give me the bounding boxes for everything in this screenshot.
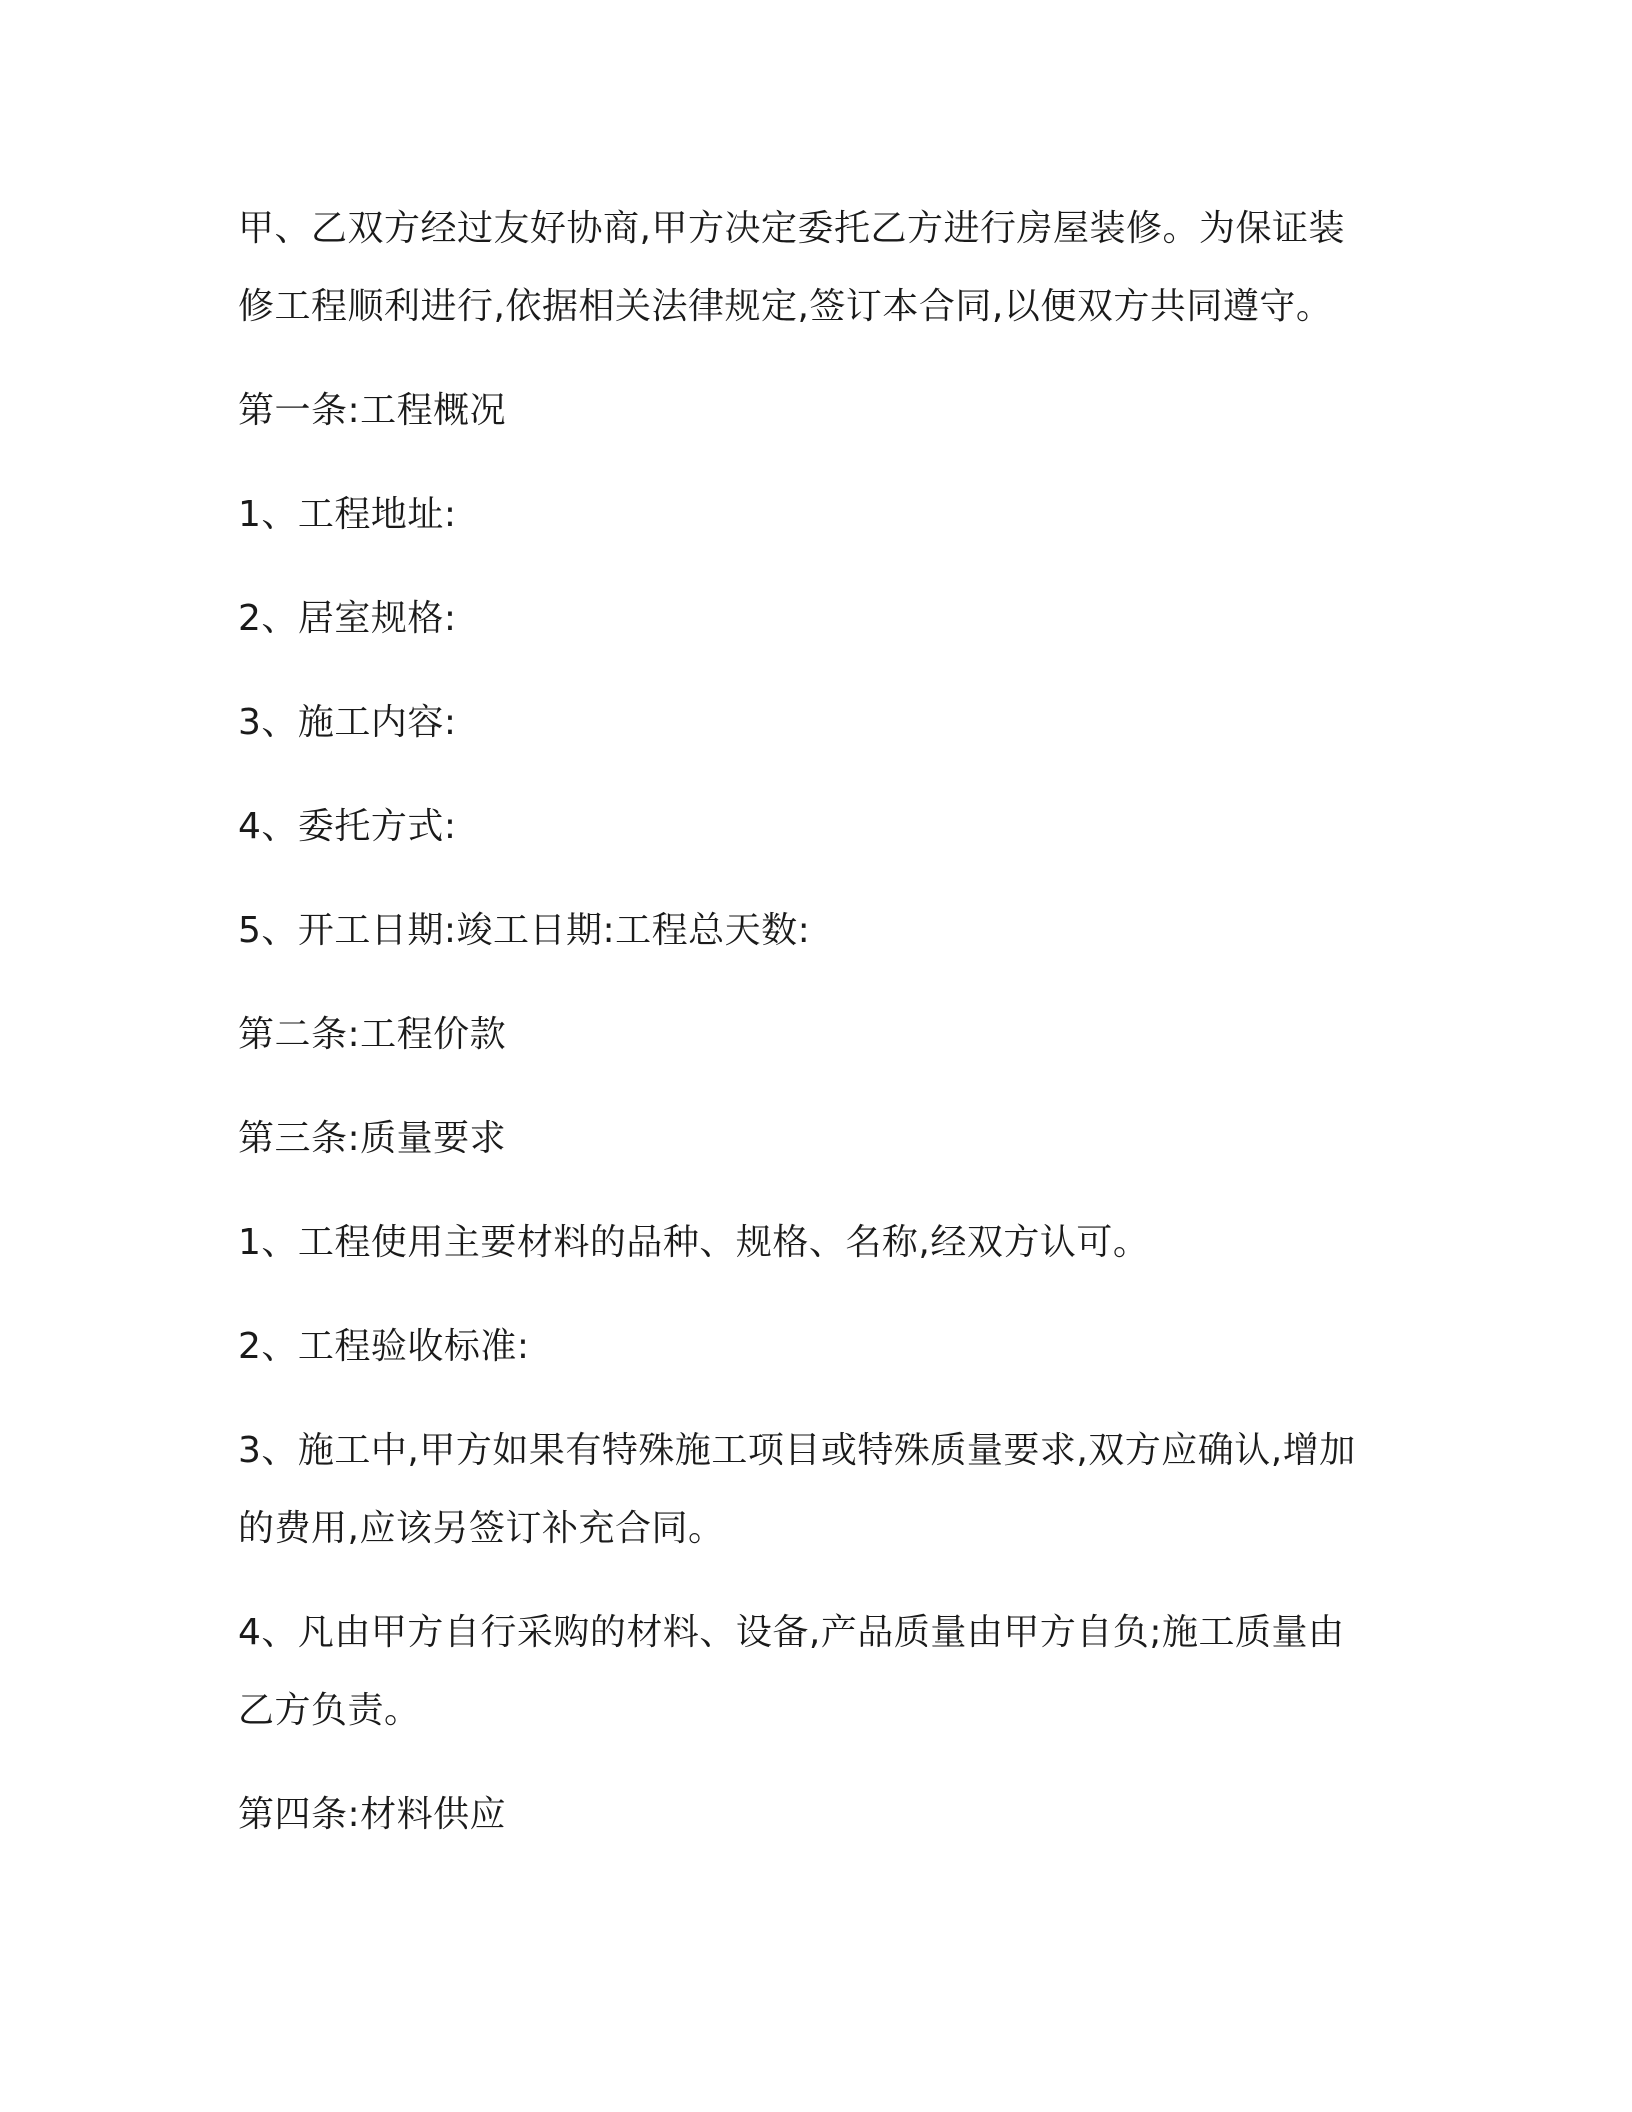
article3-item: 2、工程验收标准: [238, 1326, 530, 1367]
article3-heading: 第三条:质量要求 [238, 1118, 507, 1159]
article1-item: 3、施工内容: [238, 702, 457, 743]
intro-paragraph: 甲、乙双方经过友好协商,甲方决定委托乙方进行房屋装修。为保证装修工程顺利进行,依据相关法律规定,签订本合同,以便双方共同遵守。 [238, 208, 1345, 327]
article3-item: 1、工程使用主要材料的品种、规格、名称,经双方认可。 [238, 1222, 1150, 1263]
article1-item: 2、居室规格: [238, 598, 457, 639]
contract-body [238, 190, 1378, 1880]
article1-item: 4、委托方式: [238, 806, 457, 847]
article4-heading: 第四条:材料供应 [238, 1794, 507, 1835]
article1-item: 1、工程地址: [238, 494, 457, 535]
article3-item: 3、施工中,甲方如果有特殊施工项目或特殊质量要求,双方应确认,增加的费用,应该另签订补充合同。 [238, 1430, 1356, 1549]
article3-item: 4、凡由甲方自行采购的材料、设备,产品质量由甲方自负;施工质量由乙方负责。 [238, 1612, 1345, 1731]
article1-heading: 第一条:工程概况 [238, 390, 507, 431]
article1-item: 5、开工日期:竣工日期:工程总天数: [238, 910, 811, 951]
article2-heading: 第二条:工程价款 [238, 1014, 507, 1055]
